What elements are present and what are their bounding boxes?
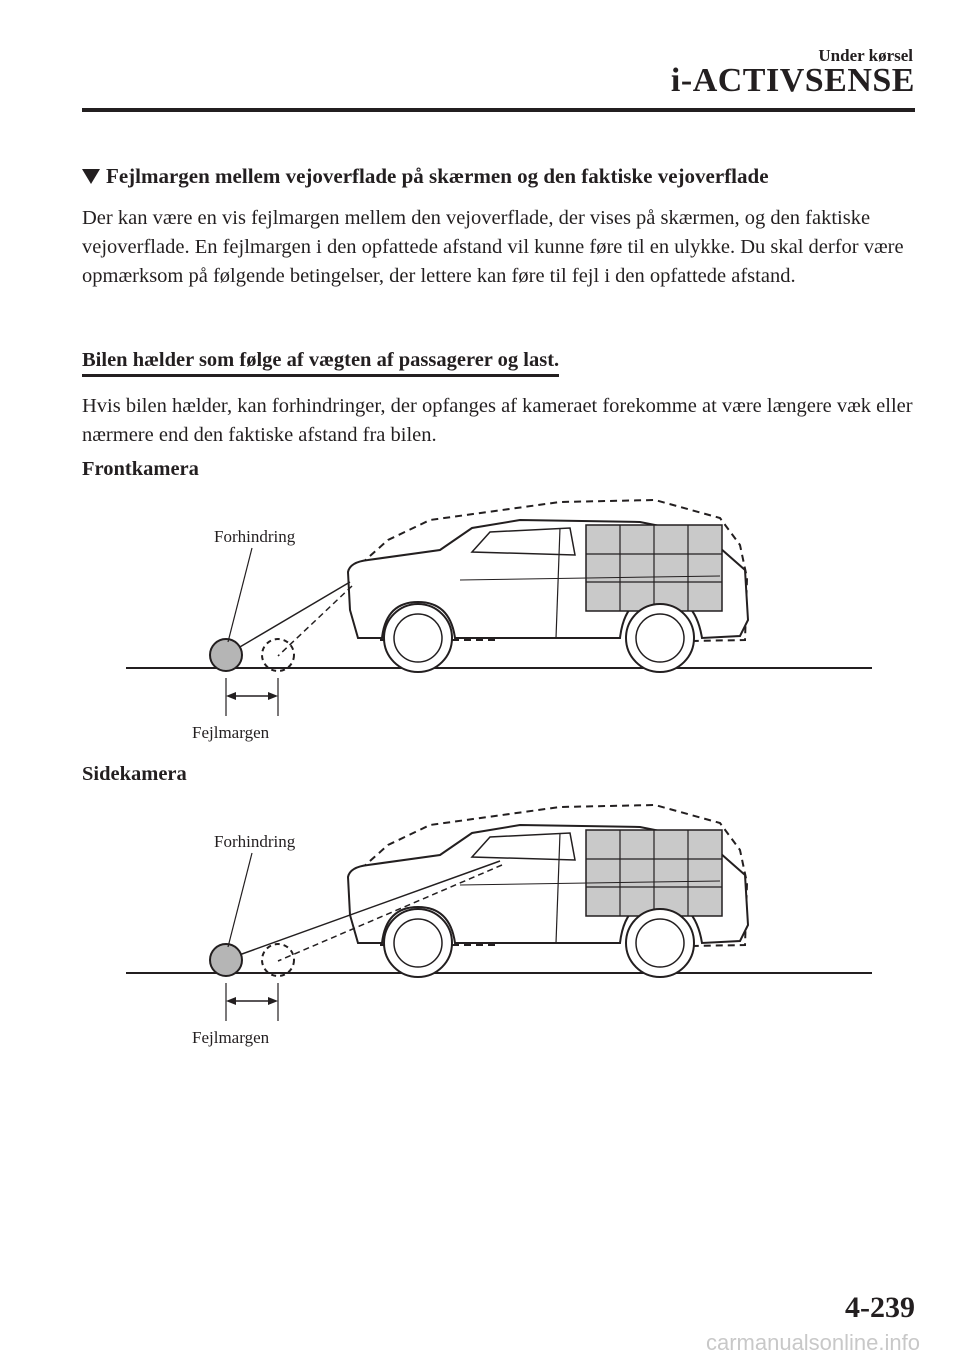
header-section-label: Under kørsel — [818, 46, 913, 65]
section-heading-text: Fejlmargen mellem vejoverflade på skærmen og den faktiske vejoverflade — [106, 164, 769, 188]
intro-paragraph: Der kan være en vis fejlmargen mellem den vejoverflade, der vises på skærmen, og den faktiske vejoverflade. En fejlmargen i den opfattede afstand vil kunne føre til en ulykke. Du skal derfor være opmærksom på følgende betingelser, der lettere kan føre til fejl i den opfattede afstand. — [82, 207, 904, 287]
front-camera-label: Frontkamera — [82, 458, 199, 480]
front-camera-diagram — [120, 490, 880, 750]
obstacle-apparent — [262, 944, 294, 976]
condition-paragraph: Hvis bilen hælder, kan forhindringer, der opfanges af kameraet forekomme at være længere væk eller nærmere end den faktiske afstand fra bilen. — [82, 395, 913, 446]
header-title: i-ACTIVSENSE — [670, 62, 915, 99]
front-obstacle-label: Forhindring — [214, 527, 296, 546]
obstacle-actual — [210, 944, 242, 976]
section-heading — [82, 164, 769, 189]
front-margin-label: Fejlmargen — [192, 723, 270, 742]
triangle-bullet-icon — [82, 169, 100, 184]
side-camera-label: Sidekamera — [82, 763, 187, 785]
side-obstacle-label: Forhindring — [214, 832, 296, 851]
header-rule — [82, 108, 915, 112]
side-camera-diagram — [120, 795, 880, 1055]
watermark: carmanualsonline.info — [705, 1330, 920, 1355]
page-number: 4-239 — [845, 1291, 915, 1324]
obstacle-actual — [210, 639, 242, 671]
side-margin-label: Fejlmargen — [192, 1028, 270, 1047]
condition-heading: Bilen hælder som følge af vægten af passagerer og last. — [82, 349, 559, 377]
